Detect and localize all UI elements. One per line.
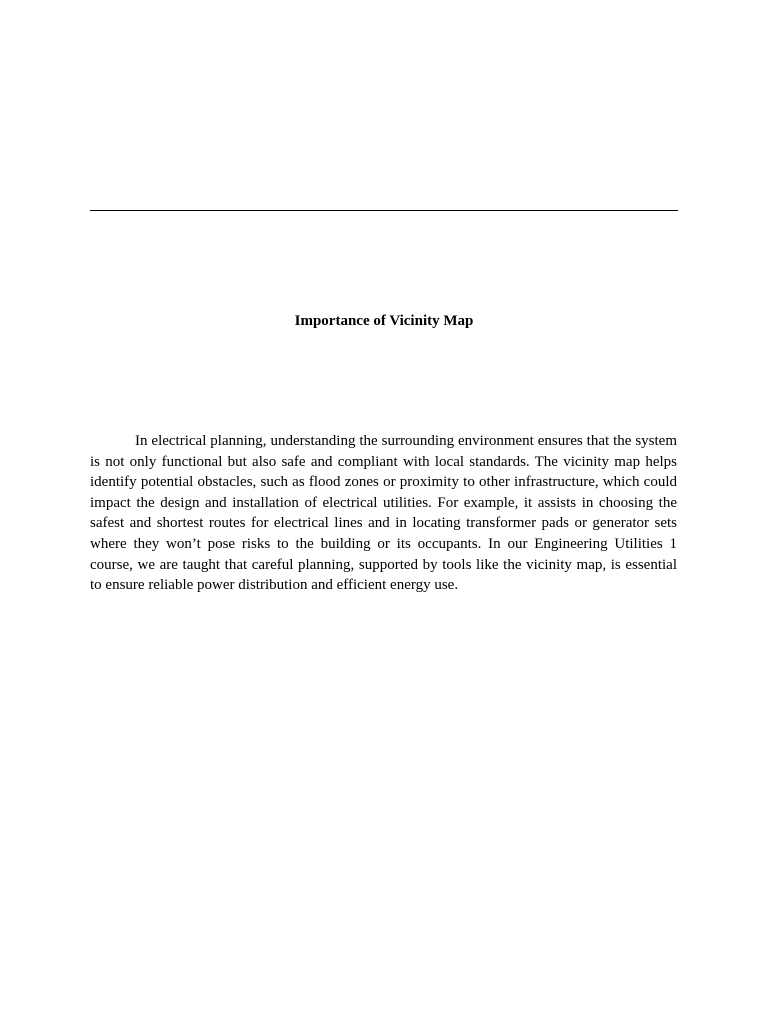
horizontal-rule bbox=[90, 210, 678, 211]
page-title: Importance of Vicinity Map bbox=[294, 313, 474, 329]
body-paragraph: In electrical planning, understanding the surrounding environment ensures that the system is not only functional but also safe and compliant with local standards. The vicinity map helps identify potential obstacles, such as flood zones or proximity to other infrastructure, which could impact the design and installation of electrical utilities. For example, it assists in choosing the safest and shortest routes for electrical lines and in locating transformer pads or generator sets where they won’t pose risks to the building or its occupants. In our Engineering Utilities 1 course, we are taught that careful planning, supported by tools like the vicinity map, is essential to ensure reliable power distribution and efficient energy use. bbox=[90, 433, 677, 594]
